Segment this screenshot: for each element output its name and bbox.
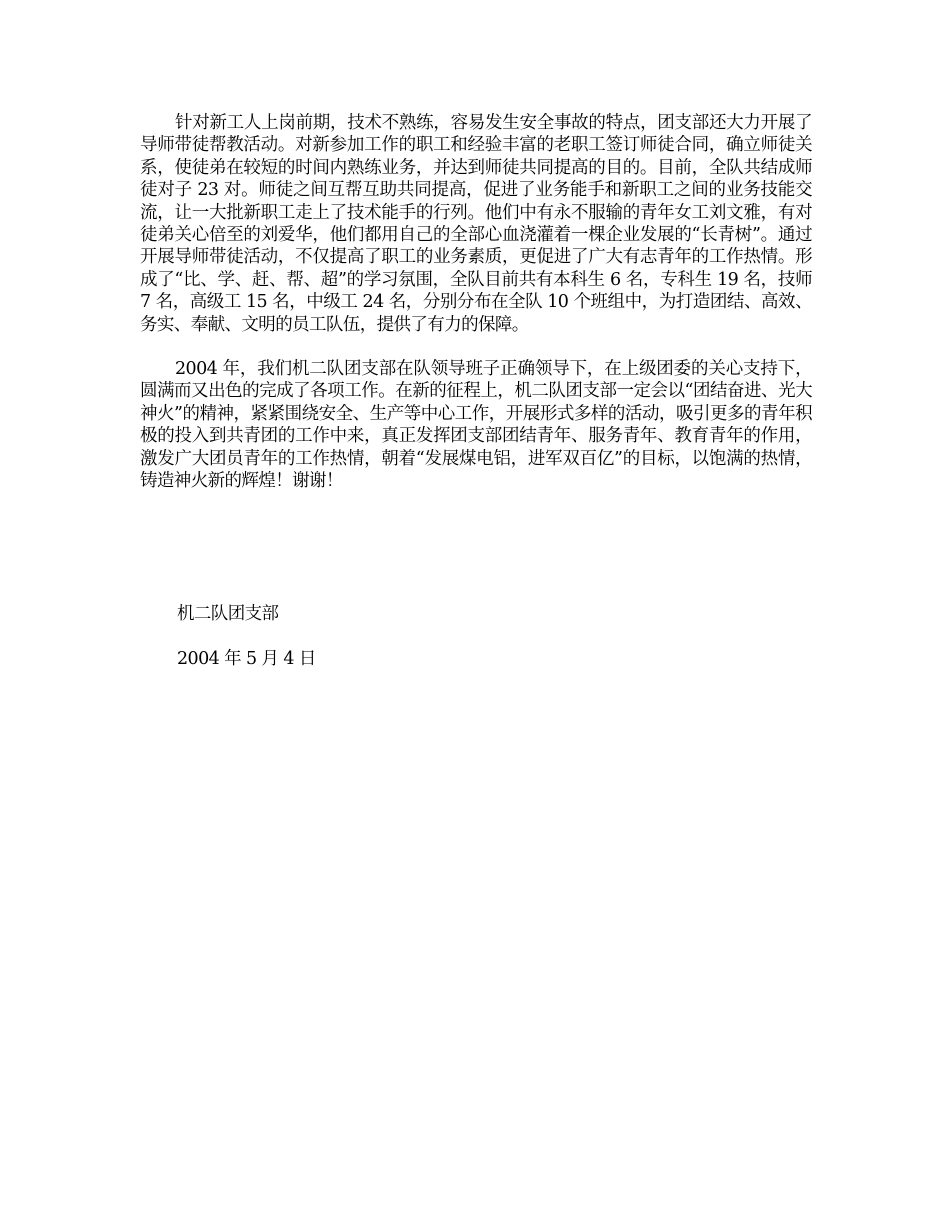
signature-organization: 机二队团支部 [177,604,279,624]
body-paragraph-summary: 2004 年，我们机二队团支部在队领导班子正确领导下，在上级团委的关心支持下，圆满而又出色的完成了各项工作。在新的征程上，机二队团支部一定会以“团结奋进、光大神火”的精神，紧紧围绕安全、生产等中心工作，开展形式多样的活动，吸引更多的青年积极的投入到共青团的工作中来，真正发挥团支部团结青年、服务青年、教育青年的作用，激发广大团员青年的工作热情，朝着“发展煤电铝，进军双百亿”的目标，以饱满的热情，铸造神火新的辉煌！谢谢！ [140,359,812,492]
signature-date: 2004 年 5 月 4 日 [177,649,316,669]
body-paragraph-mentorship: 针对新工人上岗前期，技术不熟练，容易发生安全事故的特点，团支部还大力开展了导师带徒帮教活动。对新参加工作的职工和经验丰富的老职工签订师徒合同，确立师徒关系，使徒弟在较短的时间内熟练业务，并达到师徒共同提高的目的。目前，全队共结成师徒对子 23 对。师徒之间互帮互助共同提高，促进了业务能手和新职工之间的业务技能交流，让一大批新职工走上了技术能手的行列。他们中有永不服输的青年女工刘文雅，有对徒弟关心倍至的刘爱华，他们都用自己的全部心血浇灌着一棵企业发展的“长青树”。通过开展导师带徒活动，不仅提高了职工的业务素质，更促进了广大有志青年的工作热情。形成了“比、学、赶、帮、超”的学习氛围，全队目前共有本科生 6 名，专科生 19 名，技师 7 名，高级工 15 名，中级工 24 名，分别分布在全队 10 个班组中，为打造团结、高效、务实、奉献、文明的员工队伍，提供了有力的保障。 [140,113,812,335]
document-body [140,112,812,515]
